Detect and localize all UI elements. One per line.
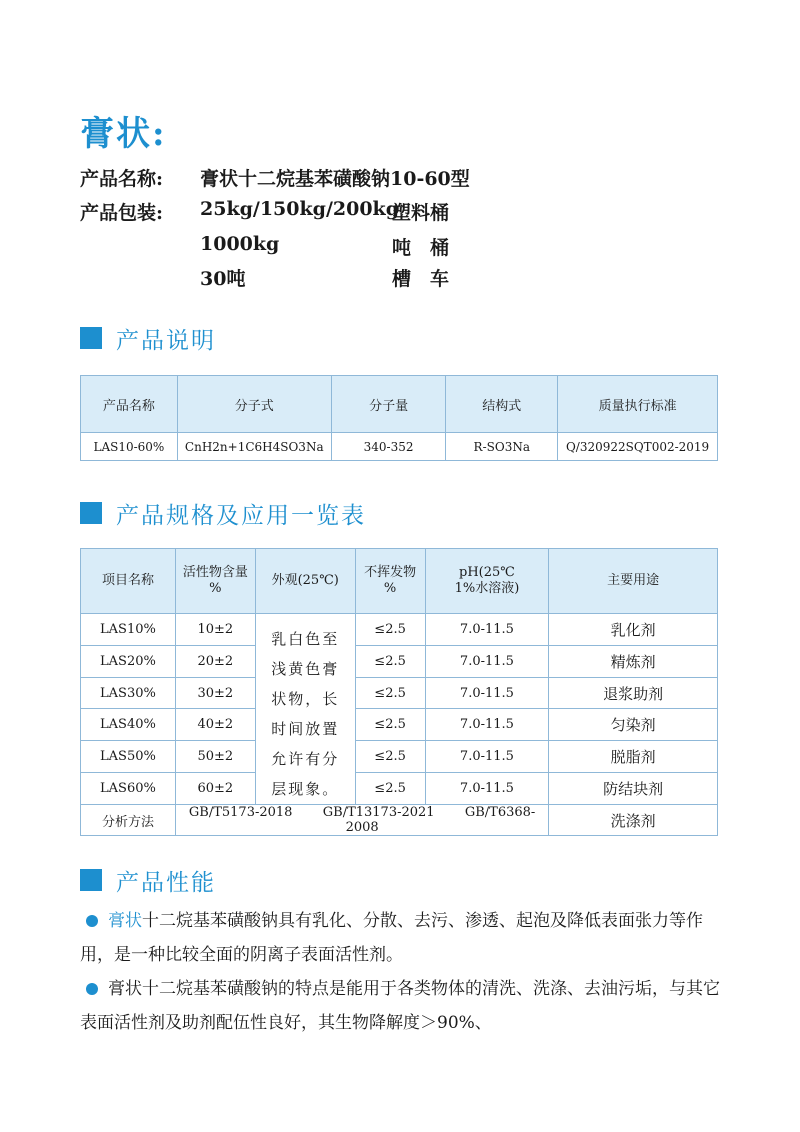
header-cell: 外观(25℃): [255, 549, 355, 614]
item-cell: LAS40%: [81, 709, 176, 741]
table-row: [81, 677, 718, 709]
ph-cell: 7.0-11.5: [425, 677, 549, 709]
section-heading-performance: [80, 864, 216, 896]
header-cell: [175, 549, 255, 614]
method-label-cell: 分析方法: [81, 805, 176, 836]
table-row: [81, 709, 718, 741]
table-row: [81, 773, 718, 805]
active-cell: 30±2: [175, 677, 255, 709]
method-standard: GB/T6368-2008: [345, 805, 536, 835]
package-container: 塑料桶: [392, 202, 450, 224]
performance-paragraph-1: [80, 904, 730, 972]
nonvolatile-cell: ≤2.5: [355, 645, 425, 677]
header-cell: 主要用途: [549, 549, 718, 614]
item-cell: LAS20%: [81, 645, 176, 677]
nonvolatile-cell: ≤2.5: [355, 741, 425, 773]
usage-cell: 退浆助剂: [549, 677, 718, 709]
ph-cell: 7.0-11.5: [425, 645, 549, 677]
section-heading-specs: [80, 497, 366, 529]
method-standard: GB/T13173-2021: [322, 805, 435, 820]
item-cell: LAS10%: [81, 614, 176, 646]
section-title: 产品性能: [116, 869, 216, 896]
paragraph-text: 膏状十二烷基苯磺酸钠的特点是能用于各类物体的清洗、洗涤、去油污垢，与其它表面活性剂及助剂配伍性良好，其生物降解度＞90%、: [80, 979, 720, 1033]
ph-cell: 7.0-11.5: [425, 709, 549, 741]
appearance-cell: 乳白色至浅黄色膏状物，长时间放置允许有分层现象。: [255, 614, 355, 805]
header-cell: 项目名称: [81, 549, 176, 614]
performance-paragraph-2: [80, 972, 730, 1040]
package-line-1: [80, 198, 450, 225]
table-cell: Q/320922SQT002-2019: [558, 433, 718, 461]
usage-cell: 匀染剂: [549, 709, 718, 741]
product-name-value: 膏状十二烷基苯磺酸钠10-60型: [200, 168, 470, 190]
header-text: 活性物含量: [182, 565, 248, 580]
table-row: [81, 645, 718, 677]
product-description-table: [80, 375, 718, 461]
header-cell: 分子式: [177, 376, 331, 433]
table-row: [81, 741, 718, 773]
package-container: 槽 车: [392, 268, 450, 290]
ph-cell: 7.0-11.5: [425, 773, 549, 805]
header-text: 不挥发物: [364, 565, 417, 580]
table-row: [81, 805, 718, 836]
item-cell: LAS60%: [81, 773, 176, 805]
bullet-icon: [86, 915, 98, 927]
header-cell: 产品名称: [81, 376, 178, 433]
usage-cell: 防结块剂: [549, 773, 718, 805]
page-title: 膏状:: [80, 114, 167, 154]
method-standard: GB/T5173-2018: [188, 805, 293, 820]
item-cell: LAS30%: [81, 677, 176, 709]
table-header-row: [81, 549, 718, 614]
section-title: 产品说明: [116, 327, 216, 354]
usage-cell: 精炼剂: [549, 645, 718, 677]
header-cell: 质量执行标准: [558, 376, 718, 433]
header-cell: [355, 549, 425, 614]
ph-cell: 7.0-11.5: [425, 741, 549, 773]
usage-cell: 乳化剂: [549, 614, 718, 646]
nonvolatile-cell: ≤2.5: [355, 614, 425, 646]
header-text: pH(25℃: [459, 565, 515, 580]
package-container: 吨 桶: [392, 237, 450, 259]
nonvolatile-cell: ≤2.5: [355, 773, 425, 805]
highlight-text: 膏状: [108, 911, 142, 931]
section-title: 产品规格及应用一览表: [116, 502, 366, 529]
package-size: 1000kg: [200, 233, 280, 255]
active-cell: 50±2: [175, 741, 255, 773]
package-size: 25kg/150kg/200kg: [200, 198, 399, 220]
nonvolatile-cell: ≤2.5: [355, 677, 425, 709]
active-cell: 40±2: [175, 709, 255, 741]
header-unit: %: [383, 581, 397, 596]
nonvolatile-cell: ≤2.5: [355, 709, 425, 741]
header-unit: %: [209, 581, 222, 596]
spec-table: [80, 548, 718, 836]
method-cell: [175, 805, 548, 836]
usage-cell: 脱脂剂: [549, 741, 718, 773]
section-marker-icon: [80, 502, 102, 524]
table-cell: CnH2n+1C6H4SO3Na: [177, 433, 331, 461]
header-sub: 1%水溶液): [454, 581, 520, 596]
table-header-row: [81, 376, 718, 433]
active-cell: 10±2: [175, 614, 255, 646]
table-cell: LAS10-60%: [81, 433, 178, 461]
package-size: 30吨: [200, 268, 246, 290]
ph-cell: 7.0-11.5: [425, 614, 549, 646]
package-label: 产品包装:: [80, 202, 164, 224]
bullet-icon: [86, 983, 98, 995]
section-heading-description: [80, 322, 216, 354]
paragraph-text: 十二烷基苯磺酸钠具有乳化、分散、去污、渗透、起泡及降低表面张力等作用，是一种比较全面的阴离子表面活性剂。: [80, 911, 703, 965]
header-cell: 分子量: [331, 376, 446, 433]
table-row: [81, 433, 718, 461]
header-cell: 结构式: [446, 376, 558, 433]
item-cell: LAS50%: [81, 741, 176, 773]
product-name-label: 产品名称:: [80, 168, 164, 190]
section-marker-icon: [80, 327, 102, 349]
table-cell: R-SO3Na: [446, 433, 558, 461]
header-cell: [425, 549, 549, 614]
table-row: [81, 614, 718, 646]
section-marker-icon: [80, 869, 102, 891]
active-cell: 60±2: [175, 773, 255, 805]
active-cell: 20±2: [175, 645, 255, 677]
usage-cell: 洗涤剂: [549, 805, 718, 836]
table-cell: 340-352: [331, 433, 446, 461]
product-name-line: [80, 164, 470, 191]
